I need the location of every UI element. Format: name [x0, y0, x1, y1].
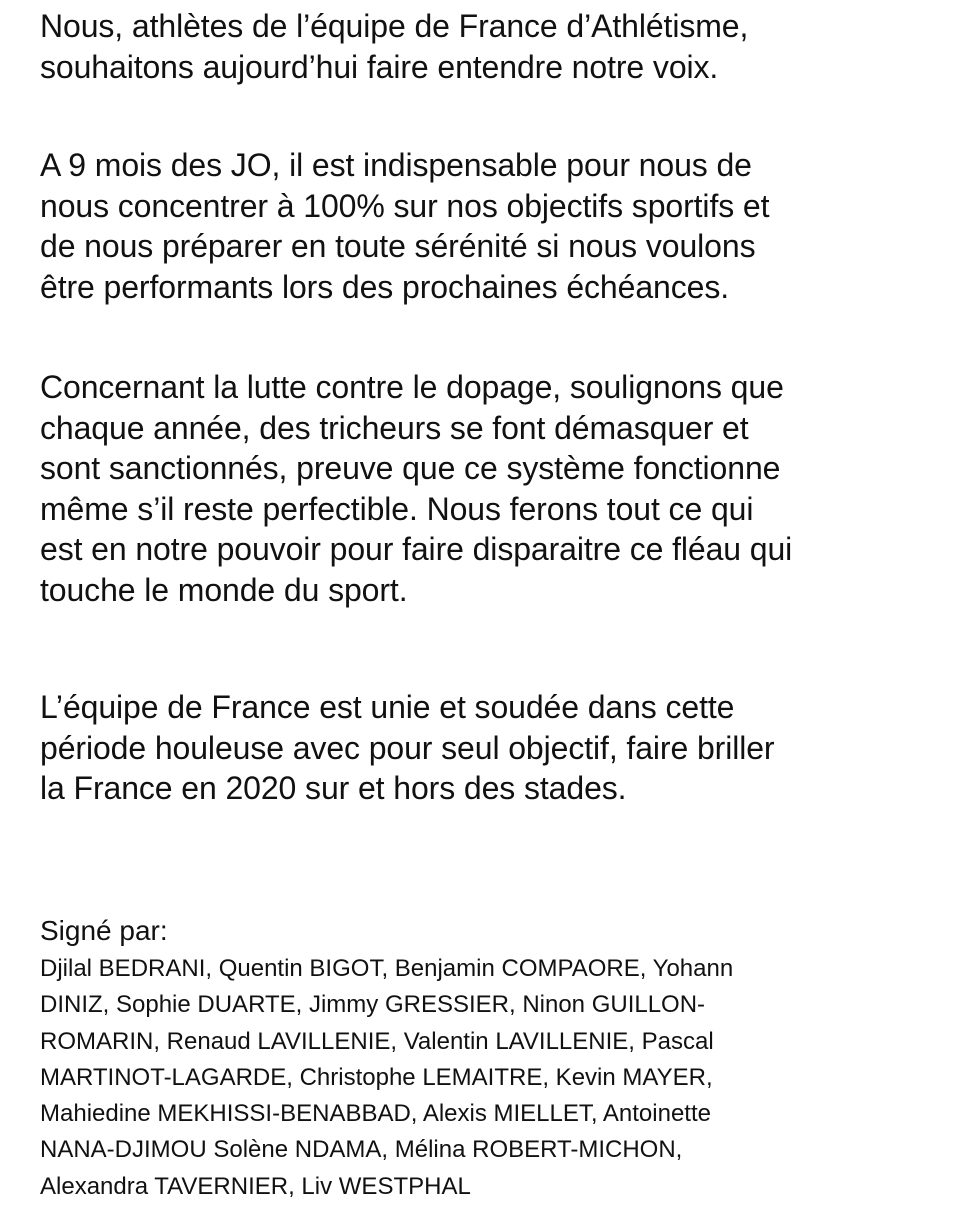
signatures-heading: Signé par: [40, 915, 168, 946]
statement-paragraph-doping: Concernant la lutte contre le dopage, soulignons que chaque année, des tricheurs se font démasquer et sont sanctionnés, preuve que ce système fonctionne même s’il reste perfectible. Nous ferons tout ce qui est en notre pouvoir pour faire disparaitre ce fléau qui touche le monde du sport. [40, 369, 793, 608]
statement-paragraph-olympics: A 9 mois des JO, il est indispensable pour nous de nous concentrer à 100% sur nos objectifs sportifs et de nous préparer en toute sérénité si nous voulons être performants lors des prochaines échéances. [40, 147, 770, 305]
signatures-names-list: Djilal BEDRANI, Quentin BIGOT, Benjamin COMPAORE, Yohann DINIZ, Sophie DUARTE, Jimmy GRESSIER, Ninon GUILLON- ROMARIN, Renaud LAVILLENIE, Valentin LAVILLENIE, Pascal MARTINOT-LAGARDE, Christophe LEMAITRE, Kevin MAYER, Mahiedine MEKHISSI-BENABBAD, Alexis MIELLET, Antoinette NANA-DJIMOU Solène NDAMA, Mélina ROBERT-MICHON, Alexandra TAVERNIER, Liv WESTPHAL [40, 955, 734, 1200]
statement-paragraph-team: L’équipe de France est unie et soudée dans cette période houleuse avec pour seul objectif, faire briller la France en 2020 sur et hors des stades. [40, 689, 775, 806]
statement-paragraph-intro: Nous, athlètes de l’équipe de France d’Athlétisme, souhaitons aujourd’hui faire entendre notre voix. [40, 8, 749, 85]
